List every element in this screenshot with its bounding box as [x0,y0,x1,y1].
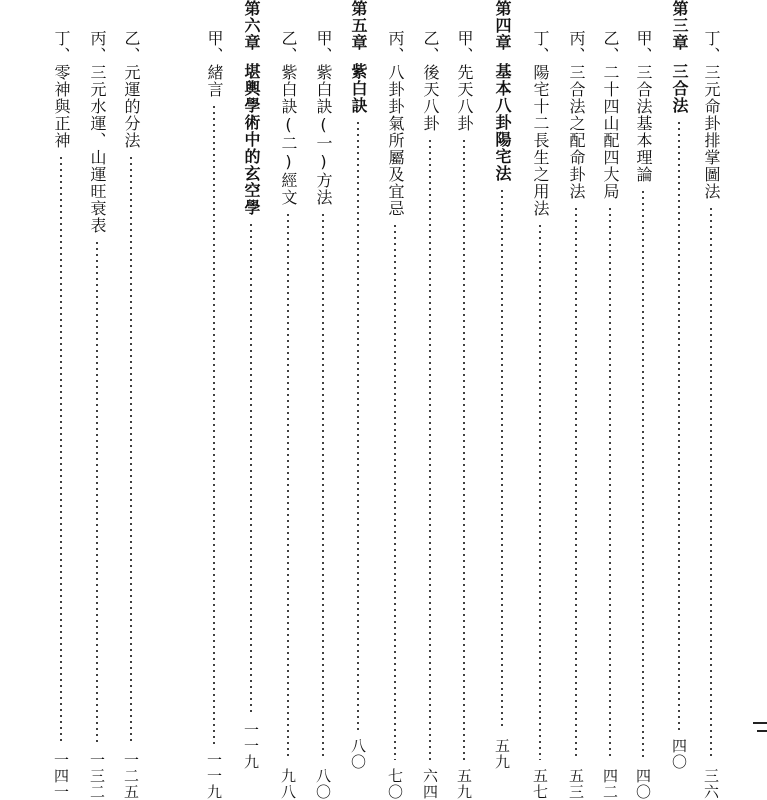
leader-dots [96,240,98,744]
toc-entry-label: 丙、八卦卦氣所屬及宜忌 [386,30,405,217]
leader-dots [60,155,62,744]
toc-entry-label: 丁、三元命卦排掌圖法 [702,30,721,200]
toc-entry-page: 六四 [421,768,439,800]
toc-entry [309,30,337,800]
toc-entry [629,30,657,800]
toc-entry-page: 五七 [531,768,549,800]
leader-dots [678,120,680,730]
leader-dots [710,206,712,760]
toc-entry-label: 甲、三合法基本理論 [634,30,653,183]
toc-entry-page: 一一九 [242,722,260,770]
toc-entry-page: 一二五 [122,752,140,800]
toc-entry-label: 乙、二十四山配四大局 [601,30,620,200]
chapter-title: 三合法 [670,63,689,114]
leader-dots [429,138,431,760]
toc-entry-label: 丙、三合法之配命卦法 [567,30,586,200]
toc-entry-page: 四〇 [634,768,652,800]
toc-entry-page: 一一九 [205,752,223,800]
leader-dots [642,189,644,760]
toc-entry [416,30,444,800]
toc-entry-page: 八〇 [314,768,332,800]
chapter-number: 第四章 [493,0,512,51]
leader-dots [357,120,359,730]
toc-entry-label: 乙、後天八卦 [421,30,440,132]
toc-entry-page: 八〇 [349,738,367,770]
toc-entry-label: 甲、先天八卦 [455,30,474,132]
toc-entry-label: 甲、紫白訣(一)方法 [314,30,333,206]
toc-entry [200,30,228,800]
toc-entry-page: 一四一 [52,752,70,800]
toc-entry [697,30,725,800]
toc-entry-page: 九八 [279,768,297,800]
toc-entry-label: 丁、零神與正神 [52,30,71,149]
toc-entry-page: 五九 [455,768,473,800]
page-edge-mark [757,730,767,732]
leader-dots [575,206,577,760]
toc-entry-page: 三六 [702,768,720,800]
chapter-number: 第六章 [242,0,261,51]
toc-entry-page: 五三 [567,768,585,800]
toc-entry-page: 一三二 [88,752,106,800]
toc-entry [450,30,478,800]
leader-dots [539,223,541,760]
toc-entry [117,30,145,800]
toc-entry-label: 丙、三元水運、山運旺衰表 [88,30,107,234]
toc-entry [381,30,409,800]
leader-dots [501,188,503,730]
page-edge-mark [753,722,767,724]
toc-entry-label: 乙、元運的分法 [122,30,141,149]
toc-entry [596,30,624,800]
toc-entry-page: 五九 [493,738,511,770]
leader-dots [250,222,252,714]
toc-entry-label: 丁、陽宅十二長生之用法 [531,30,550,217]
toc-entry-page: 四二 [601,768,619,800]
chapter-title: 紫白訣 [349,63,368,114]
toc-entry [526,30,554,800]
chapter-heading [665,0,693,770]
toc-entry [47,30,75,800]
toc-entry-label: 乙、紫白訣(二)經文 [279,30,298,206]
chapter-heading [344,0,372,770]
chapter-number: 第五章 [349,0,368,51]
chapter-title: 基本八卦陽宅法 [493,63,512,182]
toc-entry-page: 四〇 [670,738,688,770]
toc-entry-page: 七〇 [386,768,404,800]
chapter-title: 堪輿學術中的玄空學 [242,63,261,216]
leader-dots [287,212,289,760]
chapter-heading [237,0,265,770]
toc-entry [274,30,302,800]
leader-dots [130,155,132,744]
toc-entry-label: 甲、緒言 [205,30,224,98]
toc-entry [83,30,111,800]
leader-dots [322,212,324,760]
leader-dots [609,206,611,760]
chapter-heading [488,0,516,770]
leader-dots [394,223,396,760]
toc-entry [562,30,590,800]
leader-dots [213,104,215,744]
chapter-number: 第三章 [670,0,689,51]
leader-dots [463,138,465,760]
